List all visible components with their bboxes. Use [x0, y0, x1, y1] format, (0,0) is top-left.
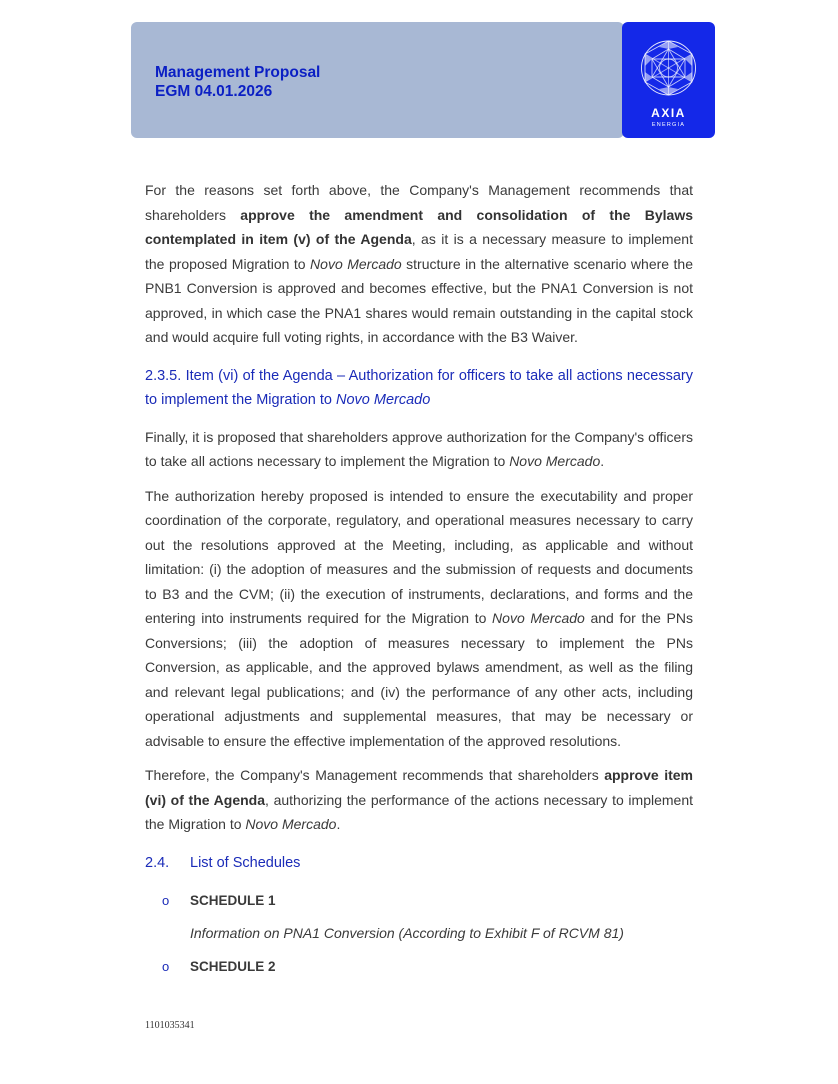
paragraph-recommendation-vi: Therefore, the Company's Management recommends that shareholders approve item (vi) of the Agenda, authorizing the performance of the actions necessary to implement the Migration to Novo Mercado.	[145, 767, 694, 832]
title-line-2: EGM 04.01.2026	[155, 83, 273, 100]
logo-wordmark: AXIA	[651, 106, 686, 120]
document-title	[155, 63, 320, 101]
paragraph-recommendation-v: For the reasons set forth above, the Company's Management recommends that shareholders approve the amendment and consolidation of the Bylaws contemplated in item (v) of the Agenda, as it is a necessary measure to implement the proposed Migration to Novo Mercado structure in the alternative scenario where the PNB1 Conversion is approved and becomes effective, but the PNA1 Conversion is not approved, in which case the PNA1 shares would remain outstanding in the capital stock and would acquire full voting rights, in accordance with the B3 Waiver.	[145, 182, 694, 345]
paragraph-authorization-proposal: Finally, it is proposed that shareholders approve authorization for the Company's officers to take all actions necessary to implement the Migration to Novo Mercado.	[145, 428, 693, 469]
bullet-icon: o	[162, 893, 170, 908]
logo-subtitle: ENERGIA	[651, 122, 686, 128]
section-heading-2-3-5: 2.3.5. Item (vi) of the Agenda – Authorization for officers to take all actions necessary to implement the Migration to Novo Mercado	[145, 367, 693, 408]
axia-logo	[622, 22, 715, 138]
section-heading-2-4: 2.4. List of Schedules	[145, 854, 301, 871]
document-body	[145, 178, 693, 980]
schedule-item	[145, 955, 693, 980]
schedule-description: Information on PNA1 Conversion (According to Exhibit F of RCVM 81)	[190, 924, 624, 941]
schedule-item	[145, 889, 693, 945]
title-line-1: Management Proposal	[155, 64, 321, 81]
schedule-label: SCHEDULE 2	[190, 959, 276, 974]
bullet-icon: o	[162, 959, 170, 974]
document-id: 1101035341	[145, 1020, 195, 1031]
schedule-label: SCHEDULE 1	[190, 893, 276, 908]
paragraph-authorization-scope: The authorization hereby proposed is intended to ensure the executability and proper coordination of the corporate, regulatory, and operational measures necessary to carry out the resolutions approved at the Meeting, including, as applicable and without limitation: (i) the adoption of measures and the submission of requests and documents to B3 and the CVM; (ii) the execution of instruments, declarations, and forms and the entering into instruments required for the Migration to Novo Mercado and for the PNs Conversions; (iii) the adoption of measures necessary to implement the PNs Conversion, as applicable, and the approved bylaws amendment, as well as the filing and relevant legal publications; and (iv) the performance of any other acts, including operational adjustments and supplemental measures, that may be necessary or advisable to ensure the effective implementation of the approved resolutions.	[145, 487, 693, 749]
globe-icon	[622, 22, 715, 106]
